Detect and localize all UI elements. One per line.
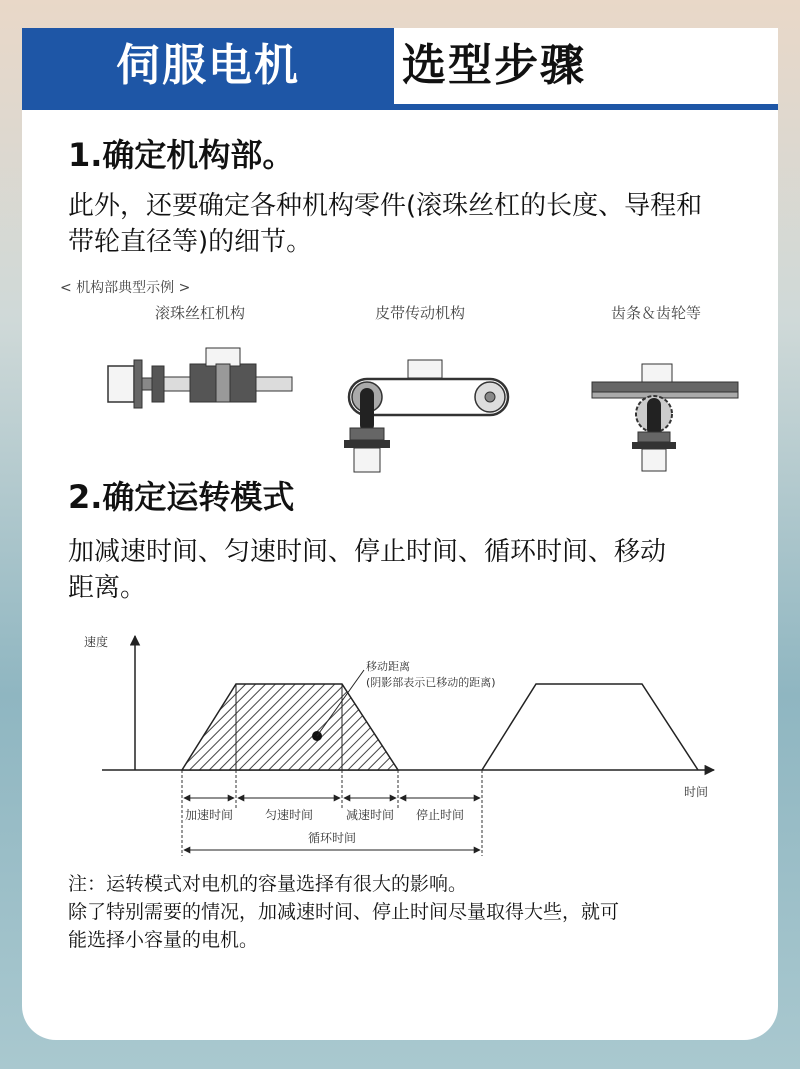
motion-profile-diagram bbox=[22, 620, 778, 845]
note-block bbox=[68, 870, 758, 954]
header-title-left: 伺服电机 bbox=[116, 40, 300, 91]
section1-text bbox=[68, 188, 758, 260]
section1-heading: 1.确定机构部。 bbox=[68, 136, 295, 174]
note-line: 注：运转模式对电机的容量选择有很大的影响。 bbox=[68, 873, 468, 895]
mechanism-label-rack: 齿条＆齿轮等 bbox=[610, 304, 702, 322]
moved-distance-area bbox=[182, 684, 398, 770]
mechanisms-illustration bbox=[22, 268, 778, 458]
mechanisms-caption: < 机构部典型示例 > bbox=[60, 280, 191, 296]
note-line: 能选择小容量的电机。 bbox=[68, 929, 259, 951]
cycle-label: 循环时间 bbox=[307, 831, 357, 845]
section2-text-line: 距离。 bbox=[68, 573, 147, 603]
section2-text bbox=[68, 534, 758, 606]
section1-text-line: 此外，还要确定各种机构零件(滚珠丝杠的长度、导程和 bbox=[68, 191, 703, 221]
segment-label: 停止时间 bbox=[415, 808, 465, 822]
note-line: 除了特别需要的情况，加减速时间、停止时间尽量取得大些，就可 bbox=[68, 901, 620, 923]
section2-heading: 2.确定运转模式 bbox=[68, 478, 295, 516]
y-axis-label: 速度 bbox=[84, 635, 109, 649]
content-card bbox=[22, 28, 778, 1040]
x-axis-label: 时间 bbox=[684, 785, 709, 799]
belt-mechanism-drawing bbox=[344, 360, 508, 472]
segment-label: 减速时间 bbox=[345, 808, 395, 822]
ballscrew-mechanism-drawing bbox=[108, 348, 292, 408]
page-header bbox=[22, 28, 778, 110]
section1-text-line: 带轮直径等)的细节。 bbox=[68, 227, 313, 257]
annotation-line1: 移动距离 bbox=[366, 660, 410, 673]
mechanism-label-belt: 皮带传动机构 bbox=[374, 304, 466, 322]
segment-label: 加速时间 bbox=[184, 808, 234, 822]
header-underline bbox=[22, 104, 778, 110]
next-cycle-profile bbox=[482, 684, 698, 770]
mechanism-label-ballscrew: 滚珠丝杠机构 bbox=[154, 304, 246, 322]
segment-label: 匀速时间 bbox=[264, 808, 314, 822]
section2-text-line: 加减速时间、匀速时间、停止时间、循环时间、移动 bbox=[68, 537, 667, 567]
annotation-line2: (阴影部表示已移动的距离) bbox=[366, 676, 496, 689]
header-title-right: 选型步骤 bbox=[402, 40, 586, 91]
rack-pinion-mechanism-drawing bbox=[592, 364, 738, 471]
